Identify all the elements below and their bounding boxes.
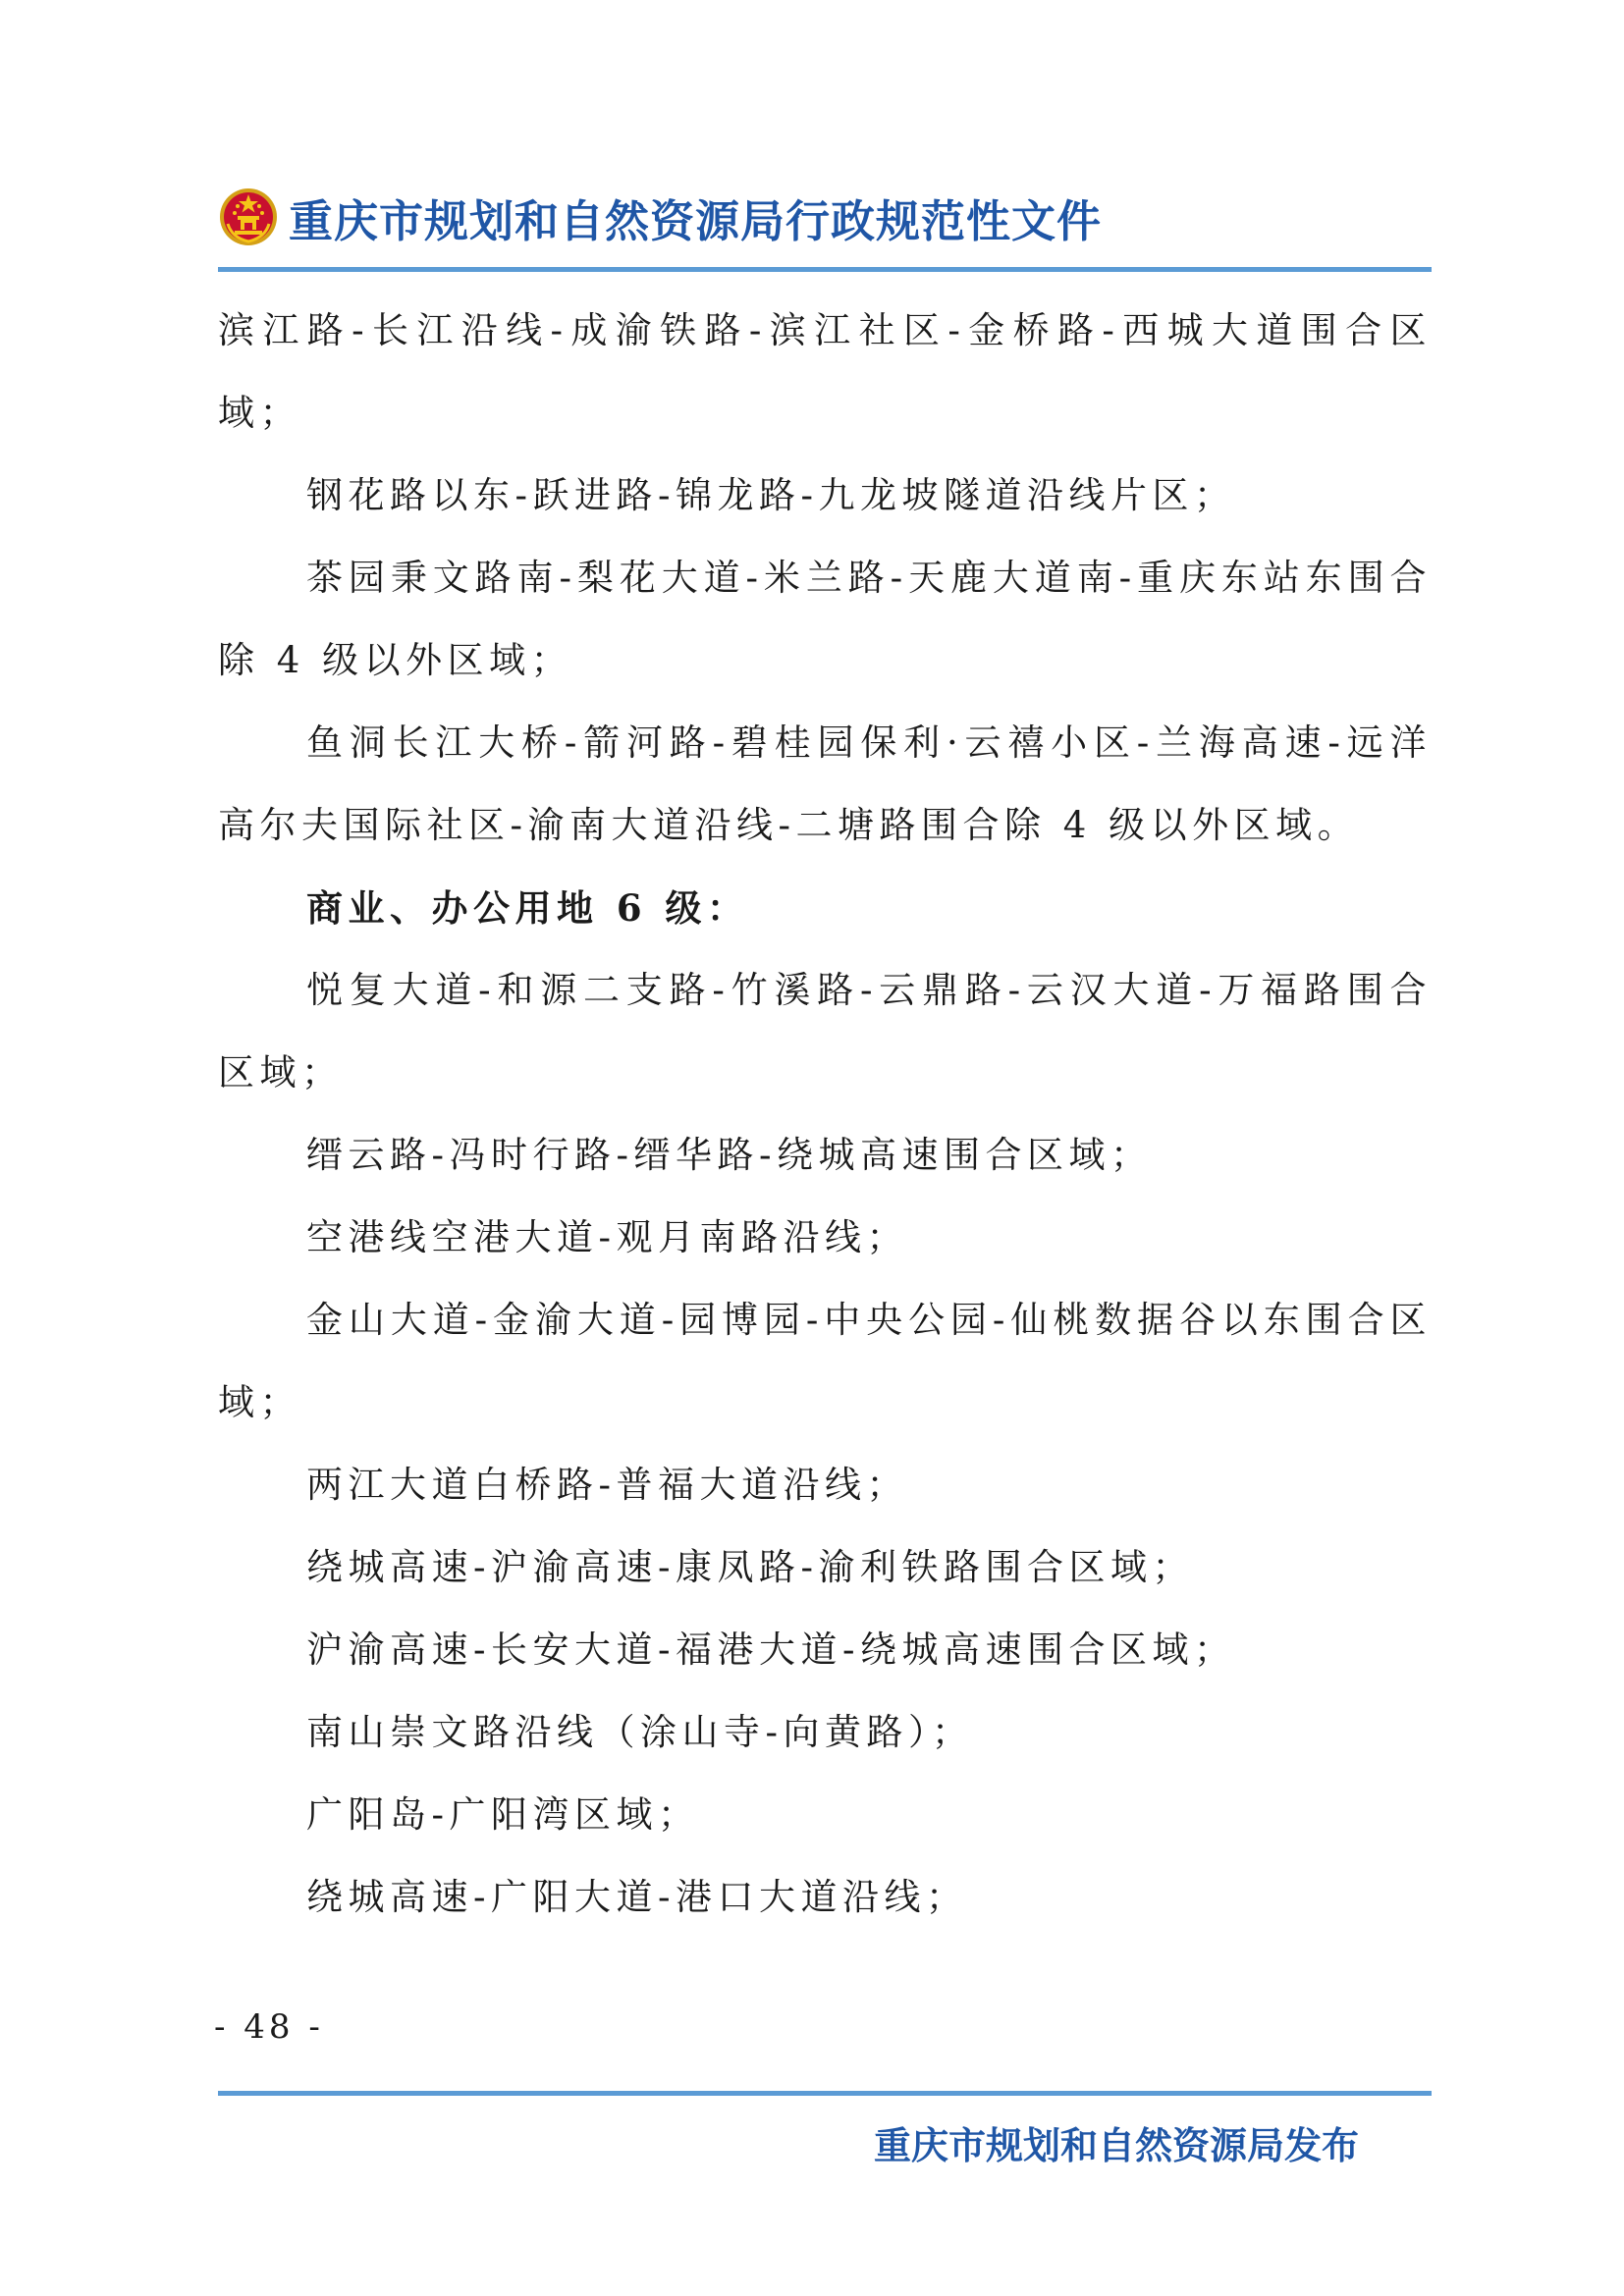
footer-divider [218,2091,1432,2096]
header-divider [218,267,1432,272]
paragraph: 广阳岛-广阳湾区域； [306,1793,700,1836]
paragraph: 金山大道-金渝大道-园博园-中央公园-仙桃数据谷以东围合区域； [218,1299,1432,1423]
national-emblem-icon [218,187,279,247]
paragraph: 茶园秉文路南-梨花大道-米兰路-天鹿大道南-重庆东站东围合除 4 级以外区域； [218,557,1432,681]
paragraph: 绕城高速-沪渝高速-康凤路-渝利铁路围合区域； [306,1546,1195,1588]
paragraph: 悦复大道-和源二支路-竹溪路-云鼎路-云汉大道-万福路围合区域； [218,969,1432,1094]
paragraph: 两江大道白桥路-普福大道沿线； [306,1464,909,1506]
paragraph: 南山崇文路沿线（涂山寺-向黄路）； [306,1711,974,1753]
section-heading: 商业、办公用地 6 级： [306,886,749,930]
paragraph: 缙云路-冯时行路-缙华路-绕城高速围合区域； [306,1134,1153,1176]
header-title: 重庆市规划和自然资源局行政规范性文件 [289,194,1103,247]
footer-publisher: 重庆市规划和自然资源局发布 [874,2124,1360,2167]
document-body [218,290,1432,1939]
paragraph: 滨江路-长江沿线-成渝铁路-滨江社区-金桥路-西城大道围合区域； [218,309,1432,434]
paragraph: 沪渝高速-长安大道-福港大道-绕城高速围合区域； [306,1629,1236,1671]
page-number: - 48 - [214,2007,324,2047]
paragraph: 空港线空港大道-观月南路沿线； [306,1216,909,1258]
paragraph: 钢花路以东-跃进路-锦龙路-九龙坡隧道沿线片区； [306,474,1236,516]
document-header [218,183,1102,251]
paragraph: 鱼洞长江大桥-箭河路-碧桂园保利·云禧小区-兰海高速-远洋高尔夫国际社区-渝南大道沿线-二塘路围合除 4 级以外区域。 [218,721,1432,846]
paragraph: 绕城高速-广阳大道-港口大道沿线； [306,1876,968,1918]
